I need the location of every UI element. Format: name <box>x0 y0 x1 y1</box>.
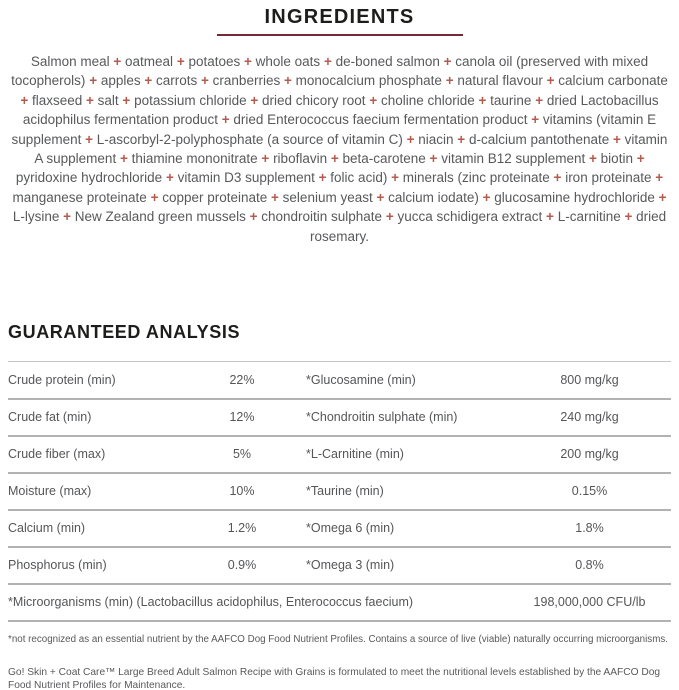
plus-separator: + <box>318 170 327 186</box>
nutrient-value: 1.8% <box>575 521 604 536</box>
plus-separator: + <box>636 151 645 167</box>
nutrient-label: *Omega 3 (min) <box>306 558 395 573</box>
nutrient-label: Phosphorus (min) <box>8 558 107 573</box>
nutrient-label: Crude protein (min) <box>8 372 116 387</box>
nutrient-label: *Microorganisms (min) (Lactobacillus acidophilus, Enterococcus faecium) <box>8 595 414 610</box>
table-row <box>8 436 671 473</box>
plus-separator: + <box>385 209 394 225</box>
table-row-microorganisms <box>8 584 671 621</box>
nutrient-label: Crude fat (min) <box>8 410 92 425</box>
nutrient-value: 0.8% <box>575 558 604 573</box>
nutrient-label: *Chondroitin sulphate (min) <box>306 410 458 425</box>
guaranteed-analysis-title: GUARANTEED ANALYSIS <box>8 322 241 343</box>
plus-separator: + <box>323 54 332 69</box>
plus-separator: + <box>249 209 258 225</box>
plus-separator: + <box>376 189 385 205</box>
plus-separator: + <box>63 209 71 225</box>
plus-separator: + <box>144 73 153 89</box>
table-row <box>8 510 671 547</box>
table-row <box>8 473 671 510</box>
plus-separator: + <box>535 92 544 108</box>
plus-separator: + <box>482 189 491 205</box>
plus-separator: + <box>244 54 252 69</box>
nutrient-value: 5% <box>232 447 252 462</box>
plus-separator: + <box>553 170 562 186</box>
plus-separator: + <box>119 151 128 167</box>
plus-separator: + <box>406 131 415 147</box>
plus-separator: + <box>20 92 29 108</box>
plus-separator: + <box>624 209 633 225</box>
plus-separator: + <box>250 92 259 108</box>
plus-separator: + <box>201 73 209 89</box>
plus-separator: + <box>457 131 466 147</box>
ingredients-text: Salmon meal + oatmeal + potatoes + whole oats + de-boned salmon + canola oil (preserved with mixed tocopherols) + apples + carrots + cranberries + monocalcium phosphate + natural flavour + calcium carbonate + flaxseed + salt + potassium chloride + dried chicory root + choline chloride + taurine + dried Lactobacillus acidophilus fermentation product + dried Enterococcus faecium fermentation product + vitamins (vitamin E supplement + L-ascorbyl-2-polyphosphate (a source of vitamin C) + niacin + d-calcium pantothenate + vitamin A supplement + thiamine mononitrate + riboflavin + beta-carotene + vitamin B12 supplement + biotin + pyridoxine hydrochloride + vitamin D3 supplement + folic acid) + minerals (zinc proteinate + iron proteinate + manganese proteinate + copper proteinate + selenium yeast + calcium iodate) + glucosamine hydrochloride + L-lysine + New Zealand green mussels + chondroitin sulphate + yucca schidigera extract + L-carnitine + dried rosemary. <box>11 54 668 244</box>
plus-separator: + <box>85 131 93 147</box>
plus-separator: + <box>261 151 270 167</box>
table-row <box>8 362 671 399</box>
nutrient-value: 240 mg/kg <box>560 410 619 425</box>
table-row <box>8 547 671 584</box>
plus-separator: + <box>271 189 279 205</box>
nutrient-value: 198,000,000 CFU/lb <box>533 595 646 610</box>
plus-separator: + <box>445 73 454 89</box>
plus-separator: + <box>658 189 667 205</box>
plus-separator: + <box>589 151 597 167</box>
nutrient-value: 12% <box>229 410 255 425</box>
plus-separator: + <box>443 54 452 69</box>
footnote-formulation: Go! Skin + Coat Care™ Large Breed Adult Salmon Recipe with Grains is formulated to meet the nutritional levels established by the AAFCO Dog Food Nutrient Profiles for Maintenance. <box>8 666 661 690</box>
nutrient-label: *L-Carnitine (min) <box>306 447 404 462</box>
nutrient-value: 1.2% <box>227 521 257 536</box>
plus-separator: + <box>165 170 174 186</box>
plus-separator: + <box>478 92 487 108</box>
plus-separator: + <box>369 92 378 108</box>
plus-separator: + <box>150 189 159 205</box>
plus-separator: + <box>546 73 555 89</box>
nutrient-value: 200 mg/kg <box>560 447 619 462</box>
nutrient-label: Moisture (max) <box>8 484 92 499</box>
plus-separator: + <box>531 112 540 128</box>
plus-separator: + <box>86 92 94 108</box>
plus-separator: + <box>429 151 438 167</box>
nutrient-value: 22% <box>229 372 255 387</box>
table-row <box>8 399 671 436</box>
plus-separator: + <box>391 170 399 186</box>
guaranteed-analysis-table-body <box>8 362 671 621</box>
ingredients-title: INGREDIENTS <box>264 6 415 28</box>
nutrient-label: *Glucosamine (min) <box>306 372 416 387</box>
footnote-asterisk: *not recognized as an essential nutrient by the AAFCO Dog Food Nutrient Profiles. Contains a source of live (viable) naturally occurring microorganisms. <box>8 633 668 645</box>
nutrient-label: Crude fiber (max) <box>8 447 106 462</box>
plus-separator: + <box>613 131 621 147</box>
plus-separator: + <box>176 54 185 69</box>
title-rule-divider <box>217 34 463 36</box>
plus-separator: + <box>546 209 554 225</box>
nutrient-label: *Omega 6 (min) <box>306 521 395 536</box>
nutrient-label: Calcium (min) <box>8 521 86 536</box>
plus-separator: + <box>283 73 292 89</box>
nutrient-label: *Taurine (min) <box>306 484 384 499</box>
guaranteed-analysis-table <box>8 361 671 622</box>
plus-separator: + <box>655 170 664 186</box>
plus-separator: + <box>113 54 122 69</box>
nutrient-value: 800 mg/kg <box>560 372 619 387</box>
nutrient-value: 10% <box>229 484 255 499</box>
plus-separator: + <box>89 73 98 89</box>
plus-separator: + <box>122 92 131 108</box>
plus-separator: + <box>330 151 339 167</box>
plus-separator: + <box>221 112 230 128</box>
nutrient-value: 0.15% <box>571 484 608 499</box>
nutrient-value: 0.9% <box>227 558 257 573</box>
